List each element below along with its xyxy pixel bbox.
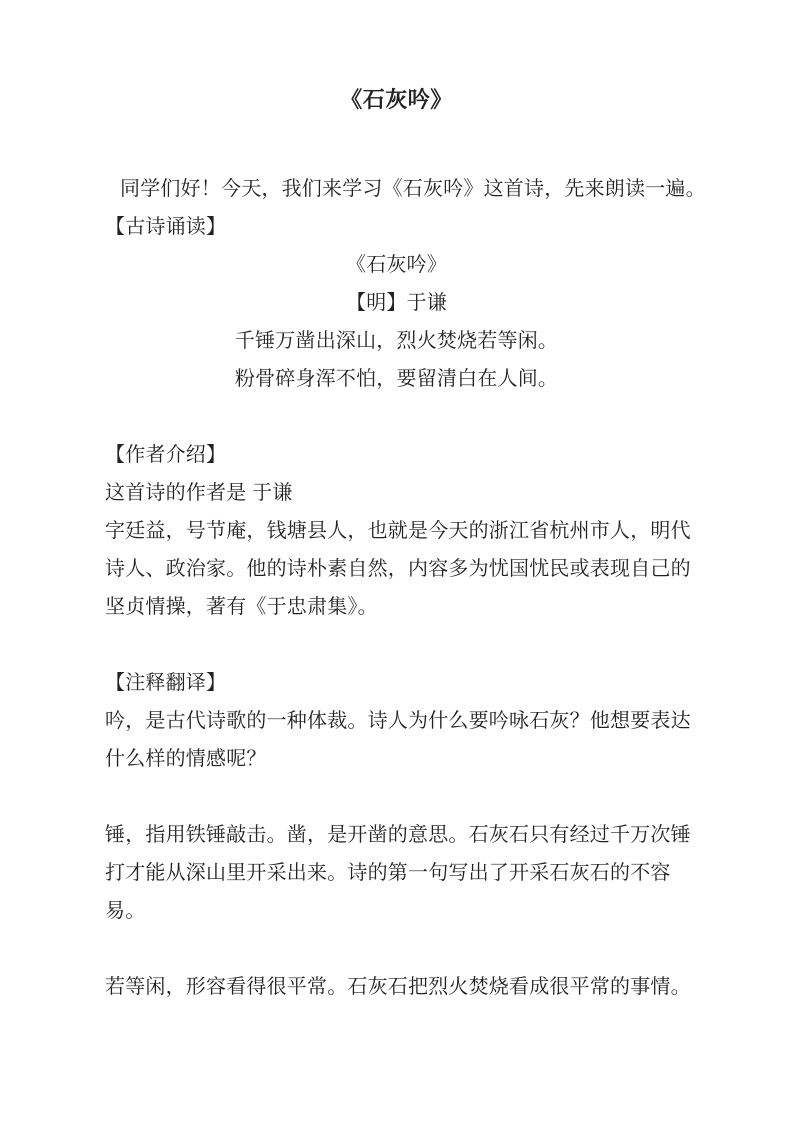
notes-paragraph-line: 易。 <box>105 900 146 922</box>
author-intro-line: 这首诗的作者是 于谦 <box>105 482 293 504</box>
notes-paragraph-line: 什么样的情感呢？ <box>105 748 267 770</box>
poem-verse-line: 粉骨碎身浑不怕，要留清白在人间。 <box>234 368 559 390</box>
author-bio-line: 字廷益，号节庵，钱塘县人，也就是今天的浙江省杭州市人，明代 <box>105 520 691 542</box>
intro-paragraph: 同学们好！今天，我们来学习《石灰吟》这首诗，先来朗读一遍。 <box>120 178 706 200</box>
section-heading-author: 【作者介绍】 <box>105 444 227 466</box>
poem-verse-line: 千锤万凿出深山，烈火焚烧若等闲。 <box>234 330 559 352</box>
poem-author: 【明】于谦 <box>346 292 447 314</box>
notes-paragraph-line: 锤，指用铁锤敲击。凿，是开凿的意思。石灰石只有经过千万次锤 <box>105 824 691 846</box>
poem-title: 《石灰吟》 <box>346 254 447 276</box>
section-heading-notes: 【注释翻译】 <box>105 672 227 694</box>
notes-paragraph-line: 打才能从深山里开采出来。诗的第一句写出了开采石灰石的不容 <box>105 862 671 884</box>
notes-paragraph-line: 若等闲，形容看得很平常。石灰石把烈火焚烧看成很平常的事情。 <box>105 976 691 998</box>
author-bio-line: 诗人、政治家。他的诗朴素自然，内容多为忧国忧民或表现自己的 <box>105 558 691 580</box>
author-bio-line: 坚贞情操，著有《于忠肃集》。 <box>105 596 378 618</box>
section-heading-recite: 【古诗诵读】 <box>105 216 227 238</box>
notes-paragraph-line: 吟，是古代诗歌的一种体裁。诗人为什么要吟咏石灰？他想要表达 <box>105 710 691 732</box>
document-title: 《石灰吟》 <box>340 87 453 112</box>
